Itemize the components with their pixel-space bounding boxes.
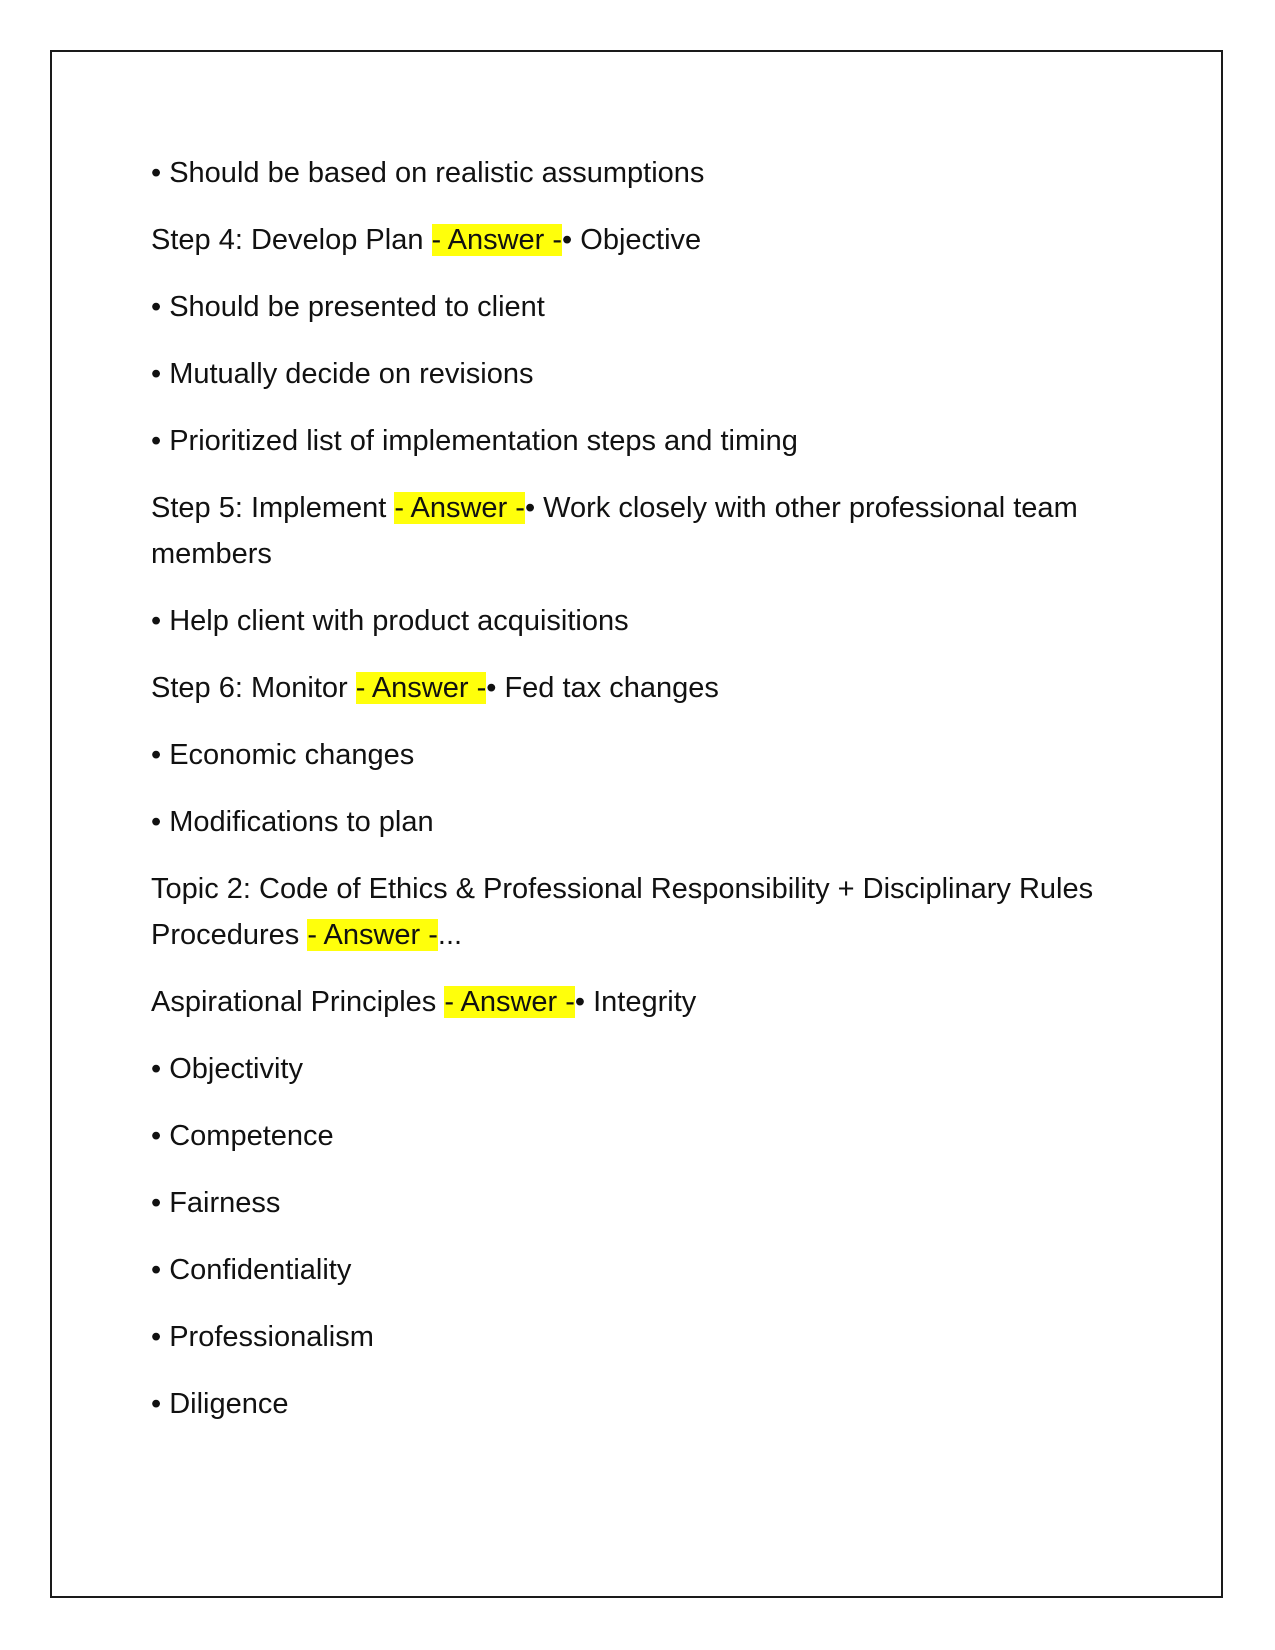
answer-highlight: - Answer - [431, 224, 563, 256]
bullet-line: • Modifications to plan [151, 806, 434, 838]
document-body [151, 150, 1111, 1448]
aspirational-principles-line [151, 979, 1111, 1025]
step-5-line [151, 485, 1111, 577]
step-label: Step 6: Monitor [151, 672, 356, 704]
step-label: Step 5: Implement [151, 492, 395, 524]
bullet-line: • Should be based on realistic assumptions [151, 157, 705, 189]
answer-highlight: - Answer - [355, 672, 487, 704]
answer-text: ... [437, 919, 463, 951]
answer-highlight: - Answer - [444, 986, 575, 1018]
section-label: Aspirational Principles [151, 986, 445, 1018]
bullet-line: • Prioritized list of implementation steps and timing [151, 425, 798, 457]
bullet-line: • Economic changes [151, 739, 415, 771]
bullet-line: • Competence [151, 1120, 334, 1152]
topic-2-line [151, 866, 1111, 958]
bullet-line: • Objectivity [151, 1053, 303, 1085]
bullet-line: • Diligence [151, 1388, 289, 1420]
answer-text: • Fed tax changes [486, 672, 719, 704]
bullet-line: • Mutually decide on revisions [151, 358, 534, 390]
answer-text: • Integrity [574, 986, 697, 1018]
step-4-line [151, 217, 1111, 263]
bullet-line: • Confidentiality [151, 1254, 352, 1286]
document-page [50, 50, 1223, 1598]
answer-highlight: - Answer - [307, 919, 438, 951]
bullet-line: • Fairness [151, 1187, 281, 1219]
step-6-line [151, 665, 1111, 711]
topic-label: Topic 2: Code of Ethics & Professional Responsibility + Disciplinary Rules Procedures [151, 873, 1094, 951]
step-label: Step 4: Develop Plan [151, 224, 432, 256]
answer-highlight: - Answer - [394, 492, 525, 524]
bullet-line: • Professionalism [151, 1321, 374, 1353]
bullet-line: • Help client with product acquisitions [151, 605, 629, 637]
bullet-line: • Should be presented to client [151, 291, 545, 323]
answer-text: • Work closely with other professional team members [151, 492, 1078, 570]
answer-text: • Objective [562, 224, 702, 256]
